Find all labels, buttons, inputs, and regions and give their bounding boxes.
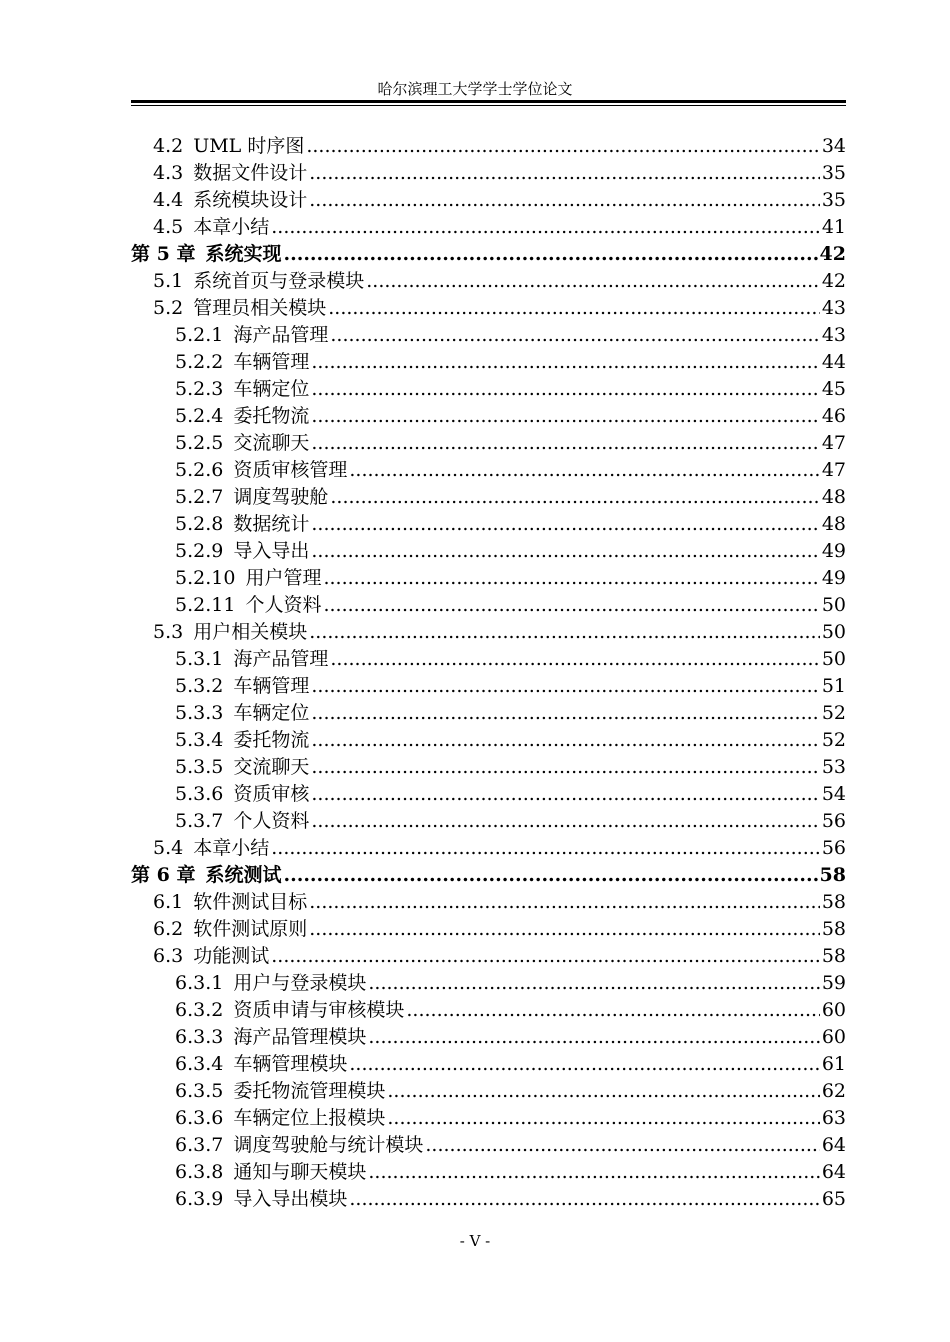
- toc-entry-number: 5.4: [153, 837, 184, 859]
- toc-dot-leader: [311, 808, 819, 835]
- toc-entry-number: 6.2: [153, 918, 184, 940]
- toc-entry[interactable]: [131, 1078, 846, 1105]
- toc-entry-number: 5.3: [153, 621, 184, 643]
- toc-dot-leader: [309, 889, 820, 916]
- toc-entry-page: 60: [821, 1026, 846, 1048]
- header-rule-thick: [131, 100, 846, 103]
- header-rule-thin: [131, 105, 846, 106]
- toc-entry-page: 46: [821, 405, 846, 427]
- toc-entry-page: 64: [821, 1161, 846, 1183]
- toc-entry[interactable]: [131, 457, 846, 484]
- toc-entry-number: 6.3.1: [175, 972, 224, 994]
- toc-entry-number: 4.4: [153, 189, 184, 211]
- toc-entry-title: 系统测试: [205, 864, 282, 886]
- toc-entry-page: 51: [821, 675, 846, 697]
- toc-entry-title: 管理员相关模块: [193, 297, 327, 319]
- toc-dot-leader: [387, 1078, 819, 1105]
- toc-entry-title: 用户与登录模块: [233, 972, 367, 994]
- toc-entry-number: 第 5 章: [131, 243, 196, 265]
- toc-entry[interactable]: [131, 700, 846, 727]
- toc-entry-title: 用户管理: [245, 567, 322, 589]
- toc-entry-title: 资质申请与审核模块: [233, 999, 405, 1021]
- toc-entry[interactable]: [131, 889, 846, 916]
- toc-entry-number: 4.2: [153, 135, 184, 157]
- toc-entry-number: 6.3.8: [175, 1161, 224, 1183]
- page-number: - V -: [459, 1232, 491, 1250]
- toc-entry[interactable]: [131, 592, 846, 619]
- toc-entry-title: 资质审核管理: [233, 459, 348, 481]
- toc-entry-title: 车辆定位: [233, 378, 310, 400]
- toc-entry-number: 第 6 章: [131, 864, 196, 886]
- toc-entry-number: 5.3.7: [175, 810, 224, 832]
- toc-entry-page: 58: [821, 945, 846, 967]
- toc-entry[interactable]: [131, 484, 846, 511]
- toc-entry-number: 5.2.7: [175, 486, 224, 508]
- toc-dot-leader: [425, 1132, 819, 1159]
- toc-entry-title: 数据统计: [233, 513, 310, 535]
- toc-entry-number: 5.2.9: [175, 540, 224, 562]
- toc-dot-leader: [311, 754, 819, 781]
- toc-entry-title: 个人资料: [233, 810, 310, 832]
- toc-entry-title: 车辆管理: [233, 675, 310, 697]
- toc-dot-leader: [283, 241, 817, 268]
- toc-dot-leader: [309, 187, 820, 214]
- toc-entry-number: 5.2.6: [175, 459, 224, 481]
- toc-dot-leader: [311, 511, 819, 538]
- toc-entry-title: 车辆定位上报模块: [233, 1107, 386, 1129]
- toc-entry[interactable]: [131, 916, 846, 943]
- toc-entry[interactable]: [131, 430, 846, 457]
- toc-entry-page: 58: [821, 891, 846, 913]
- toc-entry-page: 56: [821, 837, 846, 859]
- toc-entry[interactable]: [131, 673, 846, 700]
- toc-dot-leader: [306, 133, 819, 160]
- toc-dot-leader: [311, 781, 819, 808]
- toc-entry-page: 50: [821, 621, 846, 643]
- toc-entry-title: 车辆管理模块: [233, 1053, 348, 1075]
- toc-entry-title: 软件测试原则: [193, 918, 308, 940]
- toc-entry-title: 调度驾驶舱: [233, 486, 329, 508]
- toc-entry-page: 41: [821, 216, 846, 238]
- toc-entry[interactable]: [131, 187, 846, 214]
- toc-entry-title: 交流聊天: [233, 432, 310, 454]
- toc-entry[interactable]: [131, 754, 846, 781]
- toc-entry-title: 系统首页与登录模块: [193, 270, 365, 292]
- toc-entry-page: 44: [821, 351, 846, 373]
- toc-dot-leader: [387, 1105, 819, 1132]
- toc-entry-number: 5.2.4: [175, 405, 224, 427]
- toc-entry-number: 5.3.6: [175, 783, 224, 805]
- toc-entry-number: 4.5: [153, 216, 184, 238]
- toc-dot-leader: [309, 160, 820, 187]
- toc-entry-page: 52: [821, 702, 846, 724]
- table-of-contents: [131, 133, 846, 1213]
- toc-entry[interactable]: [131, 619, 846, 646]
- toc-entry[interactable]: [131, 1132, 846, 1159]
- toc-entry-number: 5.2.5: [175, 432, 224, 454]
- toc-entry[interactable]: [131, 997, 846, 1024]
- toc-entry-number: 5.2.1: [175, 324, 224, 346]
- toc-entry-number: 5.3.3: [175, 702, 224, 724]
- toc-entry[interactable]: [131, 133, 846, 160]
- toc-dot-leader: [406, 997, 819, 1024]
- toc-entry[interactable]: [131, 1105, 846, 1132]
- toc-dot-leader: [271, 214, 820, 241]
- toc-entry-number: 5.3.4: [175, 729, 224, 751]
- toc-entry-number: 6.3.4: [175, 1053, 224, 1075]
- toc-entry[interactable]: [131, 1024, 846, 1051]
- header-title: 哈尔滨理工大学学士学位论文: [377, 80, 573, 98]
- toc-entry[interactable]: [131, 808, 846, 835]
- toc-entry-title: 本章小结: [193, 837, 270, 859]
- toc-dot-leader: [366, 268, 820, 295]
- toc-entry[interactable]: [131, 511, 846, 538]
- toc-entry[interactable]: [131, 565, 846, 592]
- toc-entry-number: 4.3: [153, 162, 184, 184]
- toc-dot-leader: [311, 430, 819, 457]
- toc-chapter-entry[interactable]: [131, 241, 846, 268]
- toc-entry-number: 5.2.2: [175, 351, 224, 373]
- toc-dot-leader: [349, 1051, 819, 1078]
- toc-entry-title: 通知与聊天模块: [233, 1161, 367, 1183]
- toc-entry-number: 5.2.11: [175, 594, 236, 616]
- toc-entry-number: 6.3.9: [175, 1188, 224, 1210]
- toc-entry-title: 导入导出模块: [233, 1188, 348, 1210]
- toc-entry[interactable]: [131, 1159, 846, 1186]
- toc-entry-page: 54: [821, 783, 846, 805]
- toc-entry-number: 6.3.3: [175, 1026, 224, 1048]
- toc-entry-title: 调度驾驶舱与统计模块: [233, 1134, 424, 1156]
- toc-entry-number: 5.3.2: [175, 675, 224, 697]
- toc-entry[interactable]: [131, 1186, 846, 1213]
- toc-entry-page: 48: [821, 486, 846, 508]
- toc-entry-title: 海产品管理: [233, 648, 329, 670]
- toc-dot-leader: [311, 700, 819, 727]
- toc-dot-leader: [309, 619, 820, 646]
- toc-entry[interactable]: [131, 538, 846, 565]
- toc-dot-leader: [271, 835, 820, 862]
- toc-dot-leader: [311, 538, 819, 565]
- toc-entry-number: 5.2.10: [175, 567, 236, 589]
- toc-dot-leader: [328, 295, 820, 322]
- toc-entry[interactable]: [131, 1051, 846, 1078]
- toc-entry-title: 数据文件设计: [193, 162, 308, 184]
- toc-entry-page: 35: [821, 162, 846, 184]
- toc-entry[interactable]: [131, 214, 846, 241]
- toc-entry[interactable]: [131, 268, 846, 295]
- toc-entry-page: 49: [821, 540, 846, 562]
- toc-entry-title: 委托物流管理模块: [233, 1080, 386, 1102]
- toc-entry-page: 52: [821, 729, 846, 751]
- toc-entry-page: 50: [821, 648, 846, 670]
- toc-entry-title: 导入导出: [233, 540, 310, 562]
- toc-entry[interactable]: [131, 160, 846, 187]
- toc-entry-page: 63: [821, 1107, 846, 1129]
- toc-dot-leader: [368, 1024, 819, 1051]
- toc-entry[interactable]: [131, 943, 846, 970]
- toc-entry-title: 车辆管理: [233, 351, 310, 373]
- toc-entry-number: 5.1: [153, 270, 184, 292]
- toc-dot-leader: [309, 916, 820, 943]
- toc-dot-leader: [330, 646, 819, 673]
- toc-entry-page: 45: [821, 378, 846, 400]
- toc-dot-leader: [368, 970, 819, 997]
- toc-entry-page: 65: [821, 1188, 846, 1210]
- toc-entry-page: 43: [821, 297, 846, 319]
- toc-entry-page: 61: [821, 1053, 846, 1075]
- toc-entry-number: 5.3.5: [175, 756, 224, 778]
- toc-dot-leader: [283, 862, 817, 889]
- toc-dot-leader: [311, 349, 819, 376]
- toc-dot-leader: [311, 727, 819, 754]
- toc-entry-number: 6.3.6: [175, 1107, 224, 1129]
- toc-entry-page: 42: [819, 243, 846, 265]
- toc-entry-title: 海产品管理: [233, 324, 329, 346]
- toc-entry-title: 用户相关模块: [193, 621, 308, 643]
- toc-entry-page: 48: [821, 513, 846, 535]
- toc-entry-title: 资质审核: [233, 783, 310, 805]
- toc-entry-page: 62: [821, 1080, 846, 1102]
- toc-entry-page: 53: [821, 756, 846, 778]
- toc-entry[interactable]: [131, 646, 846, 673]
- toc-entry[interactable]: [131, 781, 846, 808]
- toc-dot-leader: [311, 673, 819, 700]
- toc-dot-leader: [271, 943, 820, 970]
- toc-dot-leader: [311, 376, 819, 403]
- toc-dot-leader: [323, 565, 819, 592]
- toc-entry[interactable]: [131, 376, 846, 403]
- toc-entry[interactable]: [131, 835, 846, 862]
- toc-entry-number: 5.3.1: [175, 648, 224, 670]
- toc-entry-title: 功能测试: [193, 945, 270, 967]
- toc-entry-page: 60: [821, 999, 846, 1021]
- toc-entry-title: 系统模块设计: [193, 189, 308, 211]
- toc-entry-page: 58: [819, 864, 846, 886]
- toc-entry-number: 6.3.2: [175, 999, 224, 1021]
- toc-entry-page: 59: [821, 972, 846, 994]
- toc-dot-leader: [330, 484, 819, 511]
- toc-entry-title: 个人资料: [245, 594, 322, 616]
- toc-entry-page: 47: [821, 432, 846, 454]
- toc-entry-number: 5.2.8: [175, 513, 224, 535]
- toc-entry-page: 35: [821, 189, 846, 211]
- toc-chapter-entry[interactable]: [131, 862, 846, 889]
- toc-entry-page: 43: [821, 324, 846, 346]
- toc-entry[interactable]: [131, 322, 846, 349]
- toc-entry-page: 49: [821, 567, 846, 589]
- toc-entry-page: 34: [821, 135, 846, 157]
- toc-entry[interactable]: [131, 349, 846, 376]
- toc-entry-title: 车辆定位: [233, 702, 310, 724]
- toc-entry[interactable]: [131, 727, 846, 754]
- toc-dot-leader: [311, 403, 819, 430]
- toc-entry-page: 58: [821, 918, 846, 940]
- toc-entry-title: 软件测试目标: [193, 891, 308, 913]
- toc-entry-number: 6.1: [153, 891, 184, 913]
- toc-entry-number: 5.2.3: [175, 378, 224, 400]
- toc-entry-title: 委托物流: [233, 729, 310, 751]
- toc-entry-number: 6.3.7: [175, 1134, 224, 1156]
- toc-entry[interactable]: [131, 295, 846, 322]
- toc-entry-number: 6.3: [153, 945, 184, 967]
- toc-entry-title: 委托物流: [233, 405, 310, 427]
- toc-entry-page: 42: [821, 270, 846, 292]
- toc-entry-page: 50: [821, 594, 846, 616]
- toc-entry-title: 系统实现: [205, 243, 282, 265]
- toc-entry-number: 6.3.5: [175, 1080, 224, 1102]
- toc-entry[interactable]: [131, 403, 846, 430]
- toc-entry-number: 5.2: [153, 297, 184, 319]
- toc-dot-leader: [368, 1159, 819, 1186]
- toc-entry-title: 交流聊天: [233, 756, 310, 778]
- toc-dot-leader: [330, 322, 819, 349]
- toc-dot-leader: [349, 457, 819, 484]
- toc-entry-title: 本章小结: [193, 216, 270, 238]
- toc-entry-title: UML 时序图: [193, 135, 305, 157]
- toc-entry-page: 56: [821, 810, 846, 832]
- toc-dot-leader: [349, 1186, 819, 1213]
- toc-entry[interactable]: [131, 970, 846, 997]
- toc-dot-leader: [323, 592, 819, 619]
- toc-entry-title: 海产品管理模块: [233, 1026, 367, 1048]
- toc-entry-page: 64: [821, 1134, 846, 1156]
- toc-entry-page: 47: [821, 459, 846, 481]
